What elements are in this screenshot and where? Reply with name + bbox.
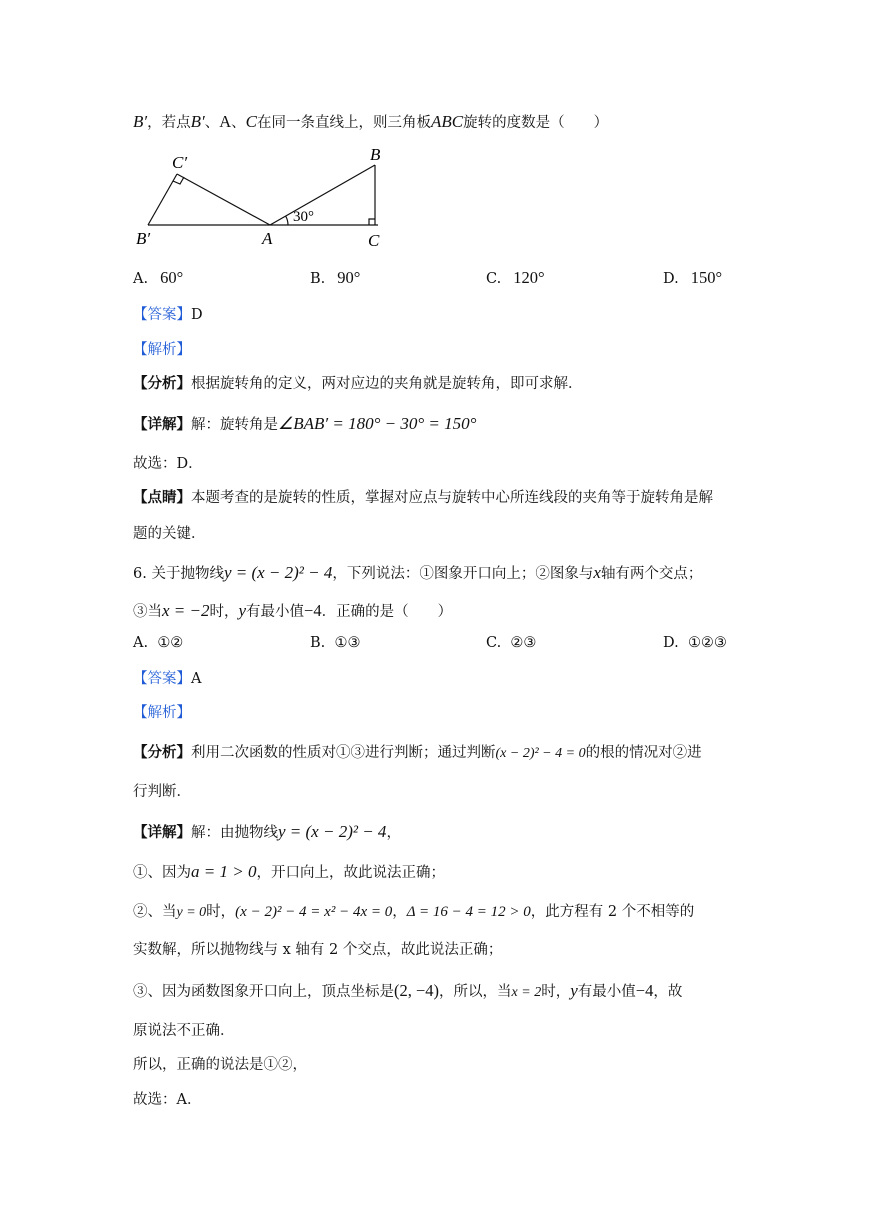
q5-stem-bprime: B′ <box>133 112 148 131</box>
q6-step3: ③、因为函数图象开口向上，顶点坐标是(2, −4)，所以，当x = 2时，y有最小值−4，故 <box>133 981 683 1000</box>
q6-stem-line1: 6. 关于抛物线y = (x − 2)² − 4，下列说法：①图象开口向上；②图象与x轴有两个交点； <box>133 563 703 582</box>
q6-step3-line2: 原说法不正确． <box>133 1023 235 1039</box>
q5-option-a: A. 60° <box>133 268 184 287</box>
q6-step2-line2: 实数解，所以抛物线与 x 轴有 2 个交点，故此说法正确； <box>133 942 503 958</box>
q5-xiangjie: 【详解】解：旋转角是∠BAB′ = 180° − 30° = 150° <box>133 414 477 433</box>
q6-step1: ①、因为a = 1 > 0，开口向上，故此说法正确； <box>133 862 445 881</box>
q5-stem: B′，若点B′、A、C在同一条直线上，则三角板ABC旋转的度数是（ ） <box>133 112 609 131</box>
q6-answer: 【答案】A <box>133 671 202 687</box>
q5-option-b: B. 90° <box>310 268 361 287</box>
q6-fenxi: 【分析】利用二次函数的性质对①③进行判断；通过判断(x − 2)² − 4 = 0的根的情况对②进 <box>133 744 702 761</box>
q6-option-a: A. ①② <box>133 635 184 651</box>
q5-answer: 【答案】D <box>133 307 203 323</box>
fig-label-bprime: B′ <box>136 229 151 248</box>
q6-option-c: C. ②③ <box>486 635 537 651</box>
fig-label-c: C <box>368 231 380 250</box>
fig-label-b: B <box>370 145 381 164</box>
q5-jiexi: 【解析】 <box>133 342 191 358</box>
q6-conclusion: 所以，正确的说法是①②， <box>133 1057 307 1073</box>
q5-fenxi: 【分析】根据旋转角的定义，两对应边的夹角就是旋转角，即可求解． <box>133 375 583 392</box>
q6-fenxi-line2: 行判断． <box>133 784 191 800</box>
q6-guxuan: 故选：A． <box>133 1092 202 1108</box>
fig-label-cprime: C′ <box>172 153 188 172</box>
fig-angle-label: 30° <box>293 209 314 225</box>
q6-option-d: D. ①②③ <box>663 635 727 651</box>
q5-dianjing-line2: 题的关键． <box>133 526 206 542</box>
triangle-figure <box>130 140 400 255</box>
q5-option-d: D. 150° <box>663 268 723 287</box>
q6-step2: ②、当y = 0时，(x − 2)² − 4 = x² − 4x = 0，Δ = 16 − 4 = 12 > 0，此方程有 2 个不相等的 <box>133 904 695 920</box>
q5-guxuan: 故选：D． <box>133 456 203 472</box>
q6-stem-line2: ③当x = −2时，y有最小值−4．正确的是（ ） <box>133 601 453 620</box>
fig-label-a: A <box>262 229 273 248</box>
q5-option-c: C. 120° <box>486 268 545 287</box>
q6-jiexi: 【解析】 <box>133 705 191 721</box>
q5-dianjing: 【点睛】本题考查的是旋转的性质，掌握对应点与旋转中心所连线段的夹角等于旋转角是解 <box>133 489 713 506</box>
q6-option-b: B. ①③ <box>310 635 361 651</box>
q6-xiangjie: 【详解】解：由抛物线y = (x − 2)² − 4， <box>133 822 401 841</box>
